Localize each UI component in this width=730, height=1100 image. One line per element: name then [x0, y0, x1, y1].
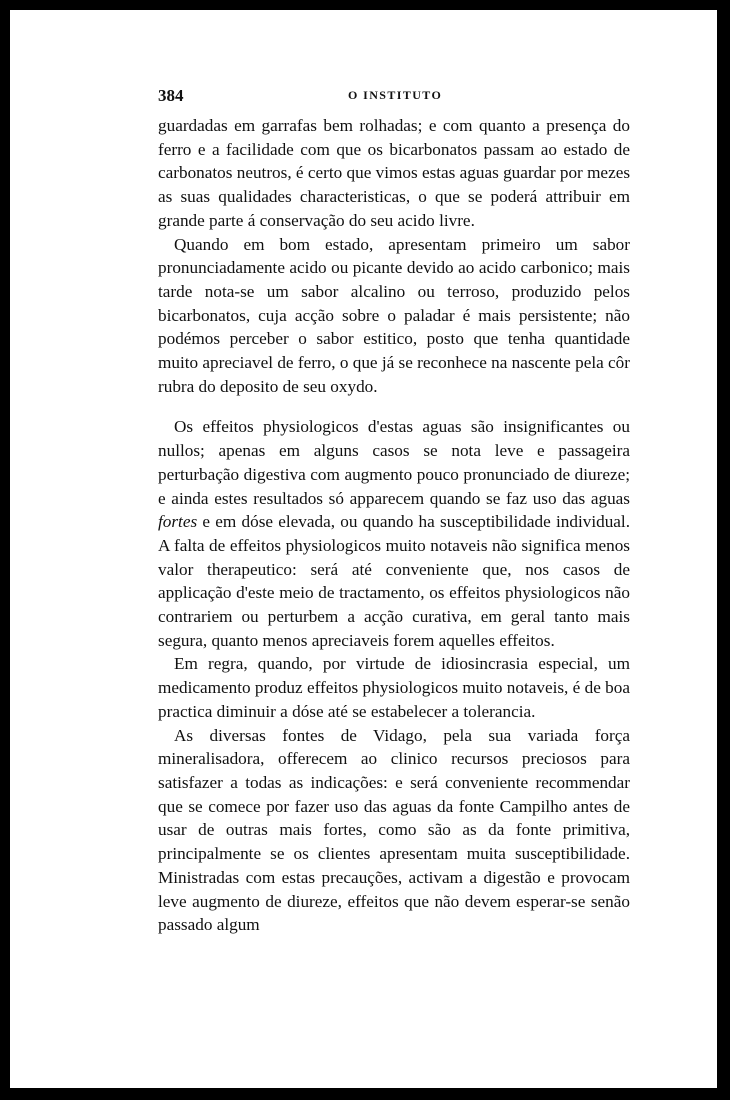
book-page — [158, 80, 630, 937]
paragraph-3 — [158, 415, 630, 652]
body-text — [158, 114, 630, 937]
paragraph-5: As diversas fontes de Vidago, pela sua variada força mineralisadora, offerecem ao clinico recursos preciosos para satisfazer a todas as indicações: e será conveniente recommendar que se comece por fazer uso das aguas da fonte Campilho antes de usar de outras mais fortes, como são as da fonte primitiva, principalmente se os clientes apresentam muita susceptibilidade. Ministradas com estas precauções, activam a digestão e provocam leve augmento de diureze, effeitos que não devem esperar-se senão passado algum — [158, 725, 630, 935]
paragraph-3-italic-word: fortes — [158, 512, 198, 532]
paragraph-3-part-1: Os effeitos physiologicos d'estas aguas são insignificantes ou nullos; apenas em alguns casos se nota leve e passageira perturbação digestiva com augmento pouco pronunciado de diureze; e ainda estes resultados só apparecem quando se faz uso das aguas — [158, 417, 630, 508]
paragraph-1: guardadas em garrafas bem rolhadas; e com quanto a presença do ferro e a facilidade com que os bicarbonatos passam ao estado de carbonatos neutros, é certo que vimos estas aguas guardar por mezes as suas qualidades characteristicas, o que se poderá attribuir em grande parte á conservação do seu acido livre. — [158, 116, 631, 230]
paragraph-2: Quando em bom estado, apresentam primeiro um sabor pronunciadamente acido ou picante devido ao acido carbonico; mais tarde nota-se um sabor alcalino ou terroso, produzido pelos bicarbonatos, cuja acção sobre o paladar é mais persistente; não podémos perceber o sabor estitico, posto que tenha quantidade muito apreciavel de ferro, o que já se reconhece na nascente pela côr rubra do deposito de seu oxydo. — [158, 234, 630, 396]
paragraph-4: Em regra, quando, por virtude de idiosincrasia especial, um medicamento produz effeitos physiologicos muito notaveis, é de boa practica diminuir a dóse até se estabelecer a tolerancia. — [158, 654, 630, 721]
running-head — [158, 80, 630, 114]
running-title: O INSTITUTO — [348, 88, 443, 102]
paragraph-3-part-2: e em dóse elevada, ou quando ha susceptibilidade individual. A falta de effeitos physiologicos muito notaveis não significa menos valor therapeutico: será até conveniente que, nos casos de applicação d'este meio de tractamento, os effeitos physiologicos não contrariem ou perturbem a acção curativa, em geral tanto mais segura, quanto menos apreciaveis forem aquelles effeitos. — [158, 512, 630, 650]
page-number: 384 — [158, 86, 184, 105]
